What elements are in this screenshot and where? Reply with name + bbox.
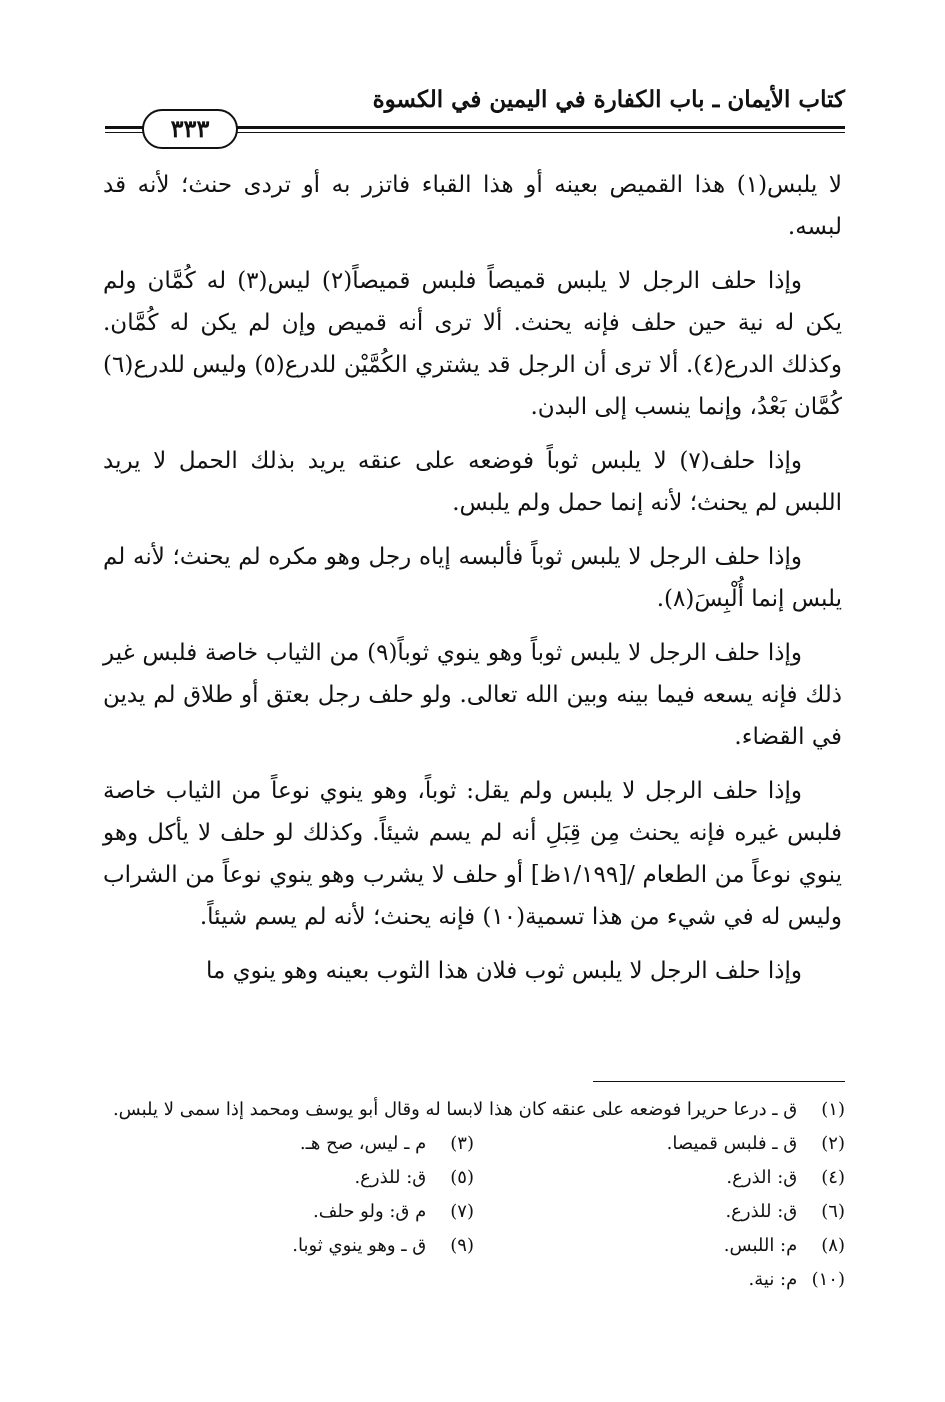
footnote	[474, 1161, 845, 1195]
footnote	[474, 1127, 845, 1161]
footnote-number: (٣)	[450, 1133, 474, 1154]
footnote	[474, 1229, 845, 1263]
footnote-text: م ق: ولو حلف.	[313, 1201, 427, 1222]
footnote-separator	[593, 1081, 845, 1082]
footnote	[103, 1093, 845, 1127]
footnote-text: م: اللبس.	[723, 1235, 798, 1256]
footnote-text: ق ـ وهو ينوي ثوبا.	[292, 1235, 427, 1256]
main-text	[103, 164, 842, 1004]
paragraph: وإذا حلف الرجل لا يلبس ثوباً فألبسه إياه رجل وهو مكره لم يحنث؛ لأنه لم يلبس إنما أُلْبِسَ(٨).	[103, 544, 842, 612]
footnote-grid	[103, 1127, 845, 1297]
footnote-number: (٥)	[450, 1167, 474, 1188]
footnotes	[103, 1093, 845, 1297]
footnote	[103, 1229, 474, 1263]
footnote-text: ق: للذرع.	[354, 1167, 427, 1188]
footnote-number: (١٠)	[811, 1269, 845, 1290]
paragraph: وإذا حلف الرجل لا يلبس ثوباً وهو ينوي ثوباً(٩) من الثياب خاصة فلبس غير ذلك فإنه يسعه فيما بينه وبين الله تعالى. ولو حلف رجل بعتق أو طلاق لم يدين في القضاء.	[103, 640, 842, 750]
footnote-text: م: نية.	[748, 1269, 798, 1290]
paragraph: لا يلبس(١) هذا القميص بعينه أو هذا القباء فاتزر به أو تردى حنث؛ لأنه قد لبسه.	[103, 172, 842, 240]
footnote-number: (٢)	[821, 1133, 845, 1154]
paragraph: وإذا حلف الرجل لا يلبس ولم يقل: ثوباً، وهو ينوي نوعاً من الثياب خاصة فلبس غيره فإنه يحنث مِن قِبَلِ أنه لم يسم شيئاً. وكذلك لو حلف لا يأكل وهو ينوي نوعاً من الطعام /[١/١٩٩ظ] أو حلف لا يشرب وهو ينوي نوعاً من الشراب وليس له في شيء من هذا تسمية(١٠) فإنه يحنث؛ لأنه لم يسم شيئاً.	[103, 778, 842, 930]
footnote-number: (٧)	[450, 1201, 474, 1222]
footnote-text: ق: للذرع.	[725, 1201, 798, 1222]
footnote-text: ق: الذرع.	[726, 1167, 798, 1188]
footnote-number: (٩)	[450, 1235, 474, 1256]
page-number: ٣٣٣	[142, 109, 238, 149]
paragraph: وإذا حلف الرجل لا يلبس قميصاً فلبس قميصاً(٢) ليس(٣) له كُمَّان ولم يكن له نية حين حلف فإنه يحنث. ألا ترى أنه قميص وإن لم يكن له كُمَّان. وكذلك الدرع(٤). ألا ترى أن الرجل قد يشتري الكُمَّيْن للدرع(٥) وليس للدرع(٦) كُمَّان بَعْدُ، وإنما ينسب إلى البدن.	[103, 268, 843, 420]
footnote-text: ق ـ فلبس قميصا.	[666, 1133, 798, 1154]
footnote-number: (١)	[821, 1099, 845, 1120]
footnote-text: ق ـ درعا حريرا فوضعه على عنقه كان هذا لابسا له وقال أبو يوسف ومحمد إذا سمى لا يلبس.	[112, 1099, 798, 1120]
running-head: كتاب الأيمان ـ باب الكفارة في اليمين في الكسوة	[372, 86, 845, 113]
paragraph: وإذا حلف(٧) لا يلبس ثوباً فوضعه على عنقه يريد بذلك الحمل لا يريد اللبس لم يحنث؛ لأنه إنما حمل ولم يلبس.	[103, 448, 842, 516]
paragraph: وإذا حلف الرجل لا يلبس ثوب فلان هذا الثوب بعينه وهو ينوي ما	[205, 958, 802, 984]
footnote-number: (٤)	[821, 1167, 845, 1188]
footnote	[103, 1195, 474, 1229]
footnote	[103, 1161, 474, 1195]
footnote	[474, 1195, 845, 1229]
footnote	[474, 1263, 845, 1297]
footnote	[103, 1127, 474, 1161]
footnote-number: (٨)	[821, 1235, 845, 1256]
footnote-number: (٦)	[821, 1201, 845, 1222]
footnote-text: م ـ ليس، صح هـ.	[299, 1133, 427, 1154]
